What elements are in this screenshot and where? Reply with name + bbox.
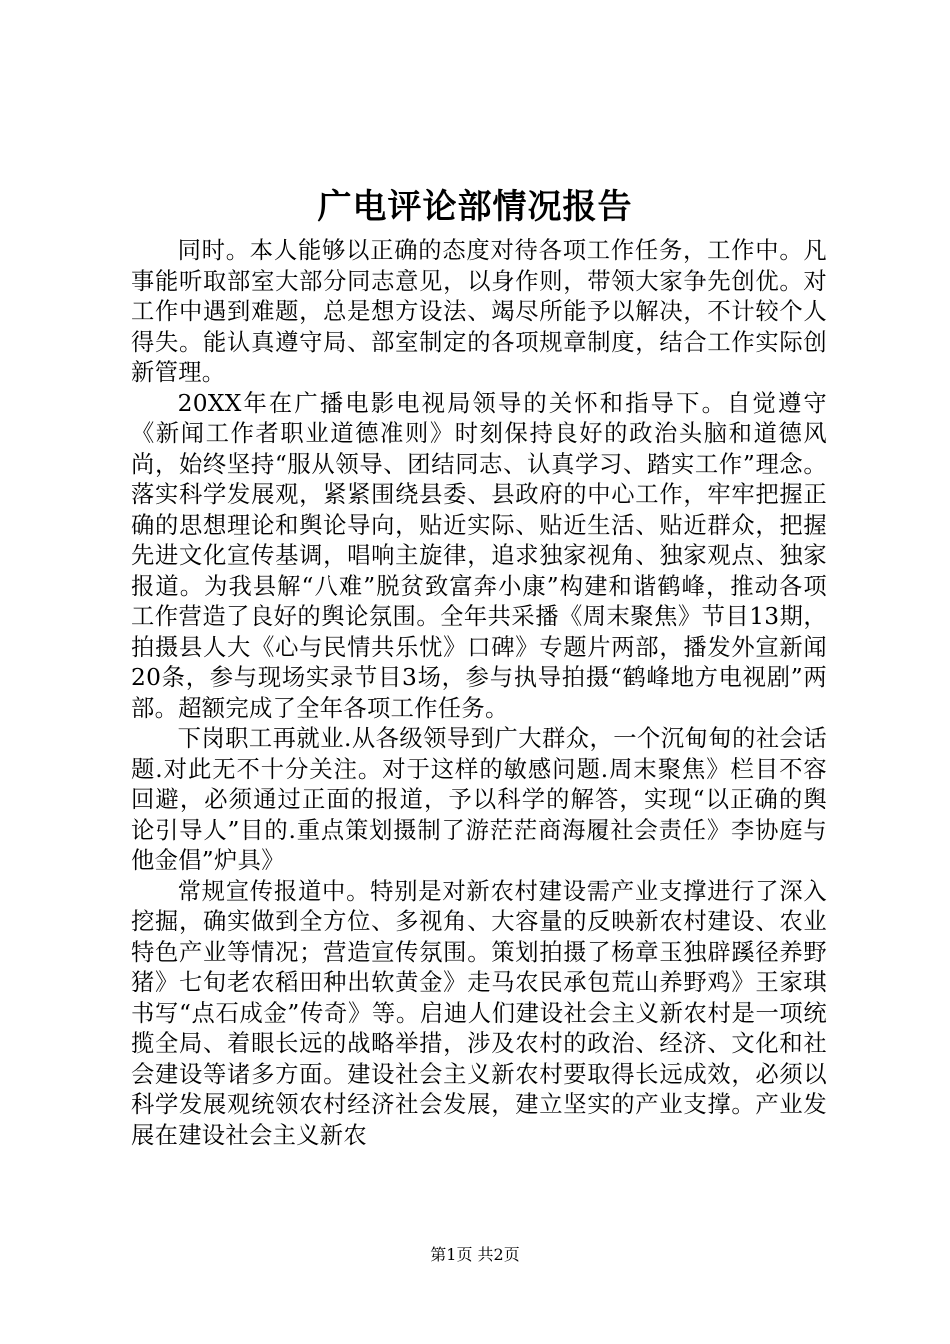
paragraph-1: 同时。本人能够以正确的态度对待各项工作任务，工作中。凡事能听取部室大部分同志意见，以身作则，带领大家争先创优。对工作中遇到难题，总是想方设法、竭尽所能予以解决，不计较个人得失。能认真遵守局、部室制定的各项规章制度，结合工作实际创新管理。 <box>131 237 827 386</box>
paragraph-2: 20XX年在广播电影电视局领导的关怀和指导下。自觉遵守《新闻工作者职业道德准则》时刻保持良好的政治头脑和道德风尚，始终坚持“服从领导、团结同志、认真学习、踏实工作”理念。落实科学发展观，紧紧围绕县委、县政府的中心工作，牢牢把握正确的思想理论和舆论导向，贴近实际、贴近生活、贴近群众，把握先进文化宣传基调，唱响主旋律，追求独家视角、独家观点、独家报道。为我县解“八难”脱贫致富奔小康”构建和谐鹤峰，推动各项工作营造了良好的舆论氛围。全年共采播《周末聚焦》节目13期，拍摄县人大《心与民情共乐忧》口碑》专题片两部，播发外宣新闻20条，参与现场实录节目3场，参与执导拍摄“鹤峰地方电视剧”两部。超额完成了全年各项工作任务。 <box>131 389 827 722</box>
page-footer: 第1页 共2页 <box>430 1245 520 1264</box>
paragraph-4: 常规宣传报道中。特别是对新农村建设需产业支撑进行了深入挖掘，确实做到全方位、多视角、大容量的反映新农村建设、农业特色产业等情况；营造宣传氛围。策划拍摄了杨章玉独辟蹊径养野猪》七旬老农稻田种出软黄金》走马农民承包荒山养野鸡》王家琪书写“点石成金”传奇》等。启迪人们建设社会主义新农村是一项统揽全局、着眼长远的战略举措，涉及农村的政治、经济、文化和社会建设等诸多方面。建设社会主义新农村要取得长远成效，必须以科学发展观统领农村经济社会发展，建立坚实的产业支撑。产业发展在建设社会主义新农 <box>131 877 827 1149</box>
document-body <box>131 236 827 1151</box>
paragraph-3: 下岗职工再就业.从各级领导到广大群众，一个沉甸甸的社会话题.对此无不十分关注。对于这样的敏感问题.周末聚焦》栏目不容回避，必须通过正面的报道，予以科学的解答，实现“以正确的舆论引导人”目的.重点策划摄制了游茫茫商海履社会责任》李协庭与他金倡”炉具》 <box>131 725 827 874</box>
page-title: 广电评论部情况报告 <box>317 187 633 227</box>
